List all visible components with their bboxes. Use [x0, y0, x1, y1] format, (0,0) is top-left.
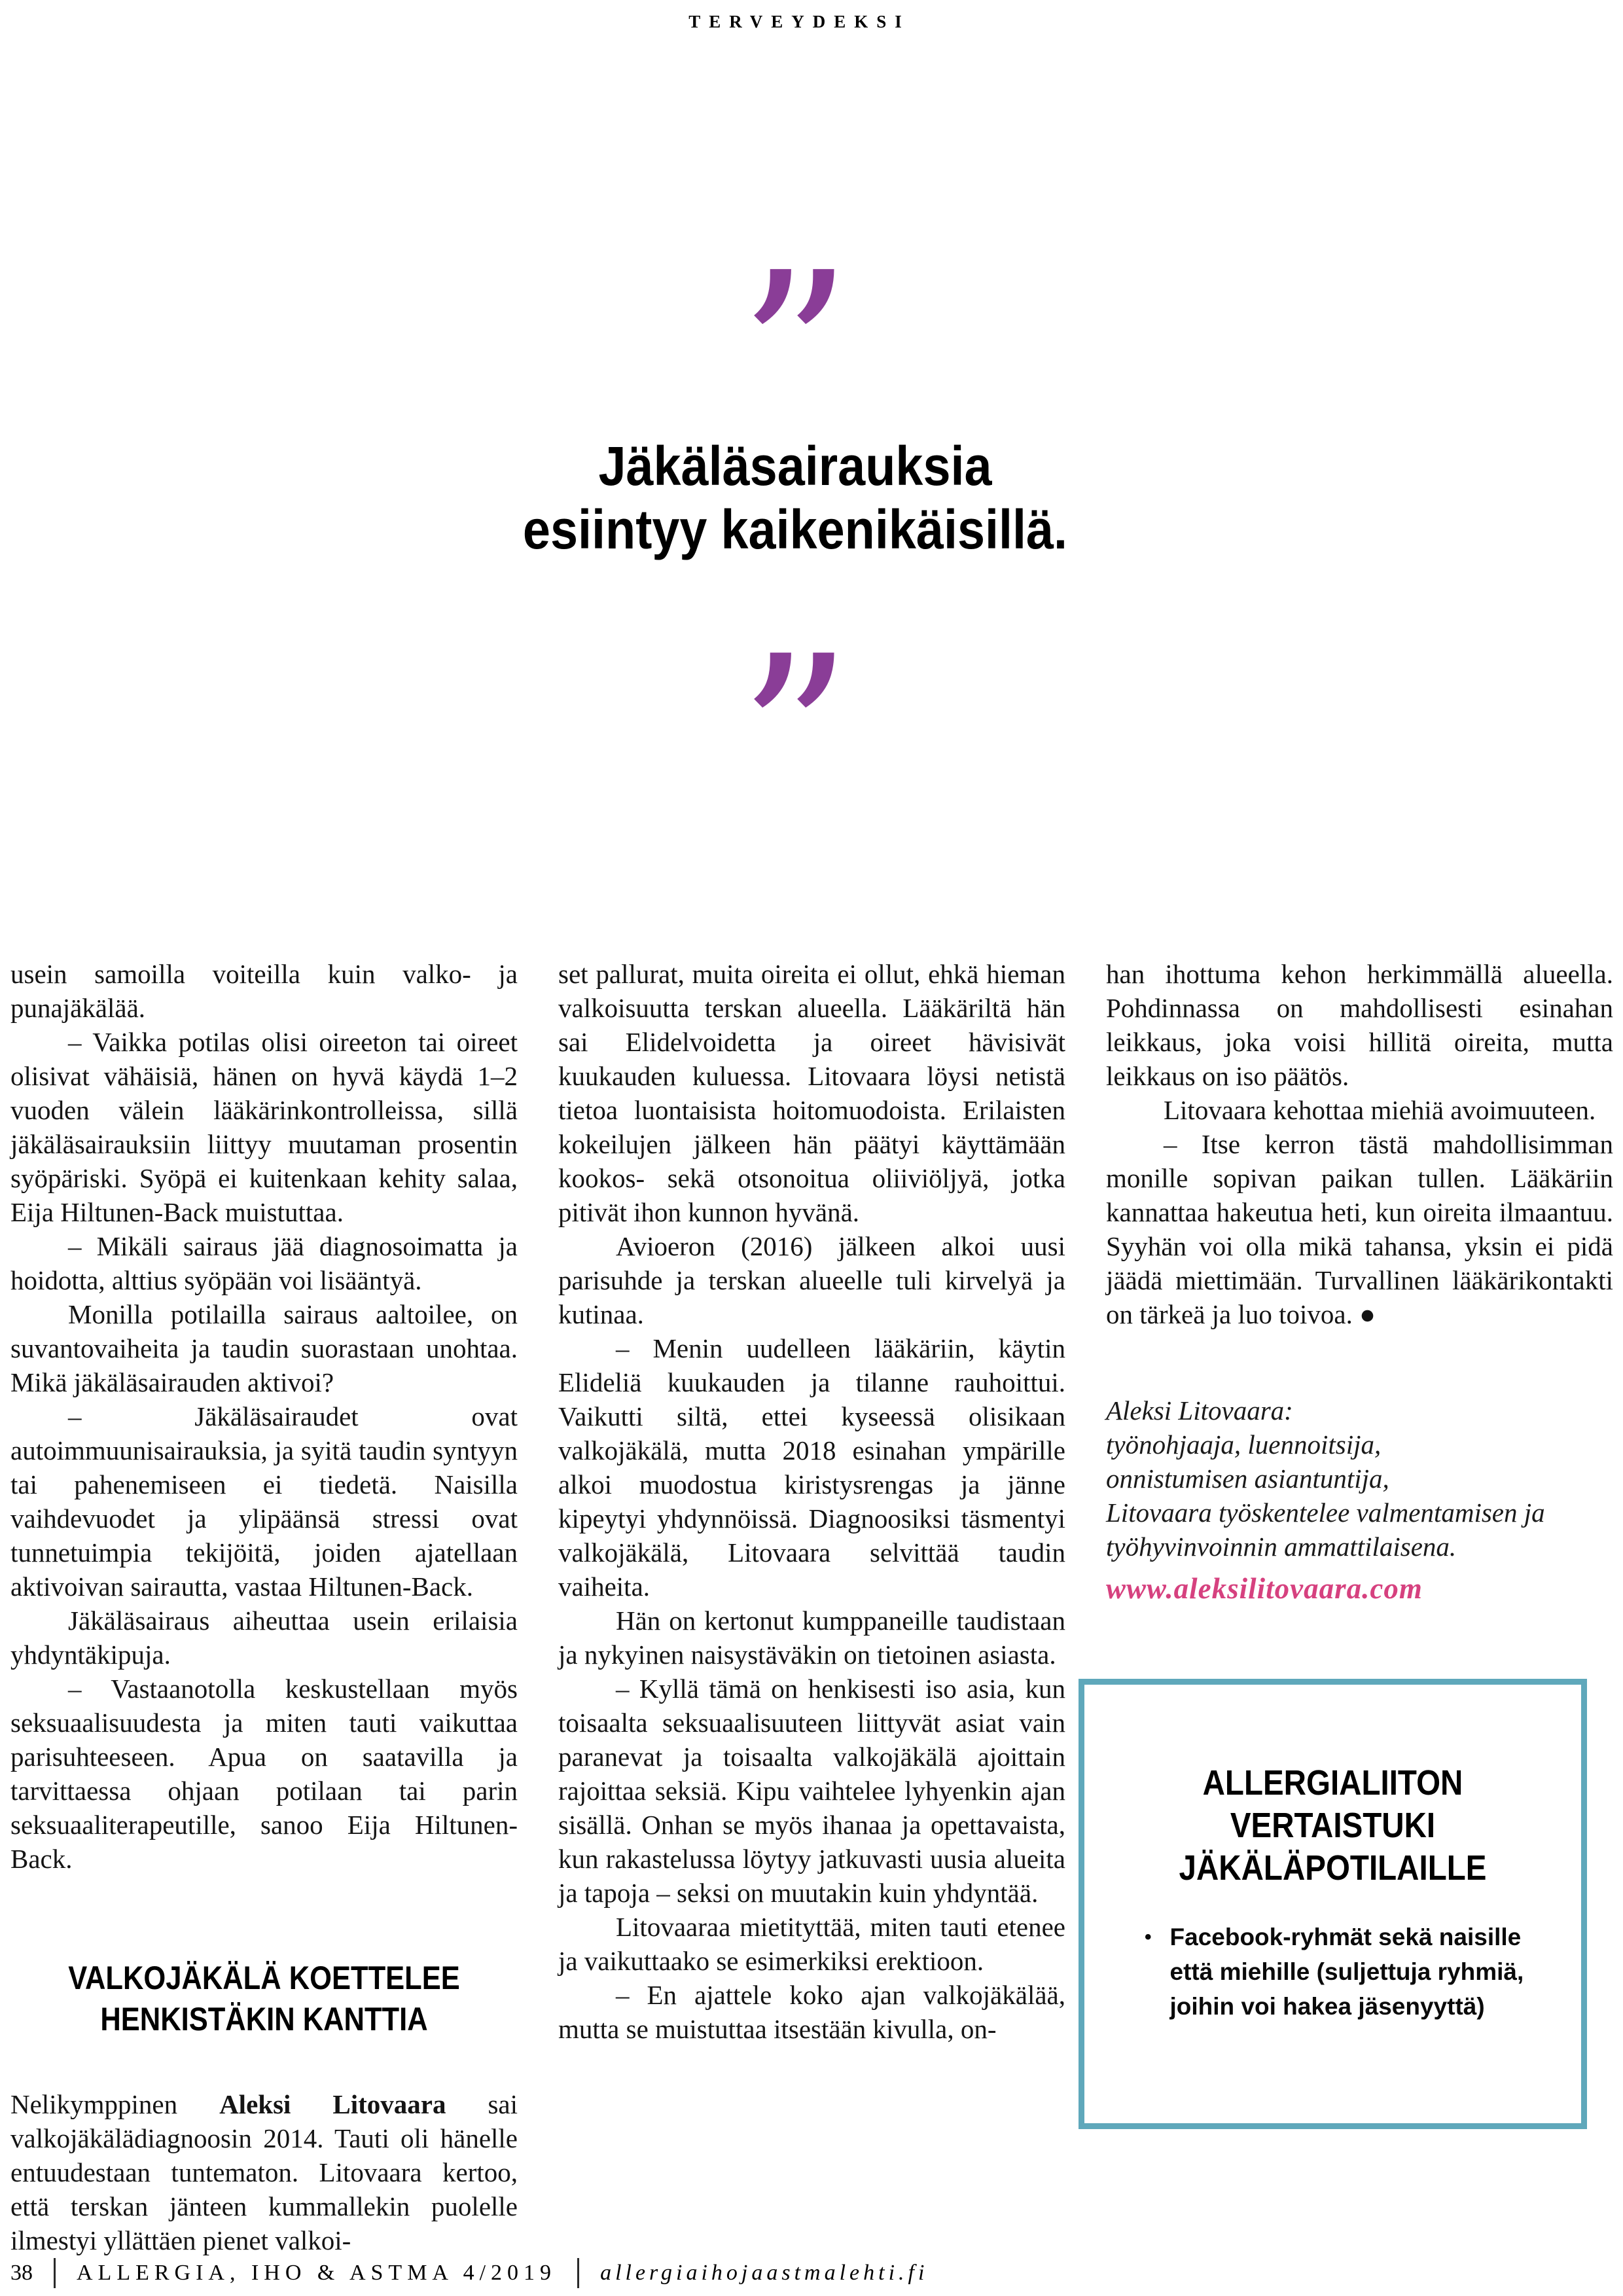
body-paragraph: set pallurat, muita oireita ei ollut, ehkä hieman valkoisuutta terskan alueella. Lääkäriltä hän sai Elidelvoidetta ja oireet hävisivät kuukauden kuluessa. Litovaara löysi netistä tietoa luontaisista hoitomuodoista. Erilaisten kokeilujen jälkeen hän päätyi käyttämään kookos- sekä otsonoitua oliiviöljyä, jotka pitivät ihon kunnon hyvänä.	[558, 959, 1065, 1227]
quote-mark-top-icon: ”	[738, 225, 852, 484]
infobox-title-line: ALLERGIALIITON	[1202, 1763, 1463, 1803]
author-bio-line: onnistumisen asiantuntija,	[1106, 1463, 1389, 1494]
body-paragraph: Avioeron (2016) jälkeen alkoi uusi parisuhde ja terskan alueelle tuli kirvelyä ja kutinaa.	[558, 1231, 1065, 1329]
author-bio	[1106, 1393, 1613, 1564]
body-paragraph: – Jäkäläsairaudet ovat autoimmuunisairauksia, ja syitä taudin syntyyn tai pahenemiseen ei tiedetä. Naisilla vaihdevuodet ja ylipäänsä stressi ovat tunnetuimpia tekijöitä, joiden ajatellaan aktivoivan sairautta, vastaa Hiltunen-Back.	[10, 1401, 518, 1602]
body-paragraph: – Vaikka potilas olisi oireeton tai oireet olisivat vähäisiä, hänen on hyvä käydä 1–2 vuoden välein lääkärinkontrolleissa, sillä jäkäläsairauksiin liittyy muutaman prosentin syöpäriski. Syöpä ei kuitenkaan kehity salaa, Eija Hiltunen-Back muistuttaa.	[10, 1027, 518, 1227]
page-footer	[10, 2258, 1613, 2288]
body-paragraph: Hän on kertonut kumppaneille taudistaan ja nykyinen naisystäväkin on tietoinen asiasta.	[558, 1605, 1065, 1670]
infobox-bullet-text: Facebook-ryhmät sekä naisille että miehille (suljettuja ryhmiä, joihin voi hakea jäsenyyttä)	[1169, 1924, 1524, 2020]
bullet-icon: •	[1145, 1926, 1152, 1948]
article-column-1	[10, 957, 518, 2257]
page-number: 38	[10, 2261, 33, 2285]
peer-support-infobox	[1079, 1679, 1587, 2129]
column-subheading: VALKOJÄKÄLÄ KOETTELEE HENKISTÄKIN KANTTIA	[68, 1960, 460, 2037]
body-paragraph: – Menin uudelleen lääkäriin, käytin Elideliä kuukauden ja tilanne rauhoittui. Vaikutti siltä, ettei kyseessä olisikaan valkojäkälä, mutta 2018 esinahan ympärille alkoi muodostua kiristysrengas ja jänne kipeytyi yhdynnöissä. Diagnoosiksi täsmentyi valkojäkälä, Litovaara selvittää taudin vaiheita.	[558, 1333, 1065, 1602]
quote-mark-bottom-icon: ”	[738, 609, 852, 868]
body-paragraph: – Mikäli sairaus jää diagnosoimatta ja hoidotta, alttius syöpään voi lisääntyä.	[10, 1231, 518, 1295]
body-paragraph: Litovaara kehottaa miehiä avoimuuteen.	[1164, 1095, 1596, 1125]
author-website-link[interactable]: www.aleksilitovaara.com	[1106, 1572, 1423, 1605]
author-bio-line: Aleksi Litovaara:	[1106, 1395, 1293, 1426]
article-column-3	[1106, 957, 1613, 2257]
pull-quote-line-2: esiintyy kaikenikäisillä.	[522, 499, 1068, 560]
body-paragraph: Monilla potilailla sairaus aaltoilee, on suvantovaiheita ja taudin suorastaan unohtaa. Mikä jäkäläsairauden aktivoi?	[10, 1299, 518, 1397]
article-column-2	[558, 957, 1065, 2257]
body-paragraph: usein samoilla voiteilla kuin valko- ja punajäkälää.	[10, 959, 518, 1023]
pull-quote-text	[80, 435, 1511, 562]
body-paragraph: – Itse kerron tästä mahdollisimman monille sopivan paikan tullen. Lääkäriin kannattaa hakeutua heti, kun oireita ilmaantuu. Syyhän voi olla mikä tahansa, yksin ei pidä jäädä miettimään. Turvallinen lääkärikontakti on tärkeä ja luo toivoa. ●	[1106, 1129, 1613, 1329]
infobox-title-line: VERTAISTUKI	[1230, 1806, 1436, 1845]
infobox-title-line: JÄKÄLÄPOTILAILLE	[1179, 1848, 1487, 1888]
author-bio-line: Litovaara työskentelee valmentamisen ja	[1106, 1498, 1545, 1528]
body-paragraph: Nelikymppinen Aleksi Litovaara sai valkojäkälädiagnoosin 2014. Tauti oli hänelle entuudestaan tuntematon. Litovaara kertoo, että terskan jänteen kummallekin puolelle ilmestyi yllättäen pienet valkoi-	[10, 2089, 518, 2255]
body-paragraph: – En ajattele koko ajan valkojäkälää, mutta se muistuttaa itsestään kivulla, on-	[558, 1980, 1065, 2044]
infobox-title	[1132, 1762, 1534, 1890]
author-bio-line: työnohjaaja, luennoitsija,	[1106, 1429, 1382, 1460]
body-paragraph: – Kyllä tämä on henkisesti iso asia, kun toisaalta seksuaalisuuteen liittyvät asiat vain paranevat ja toisaalta valkojäkälä ajoittain rajoittaa seksiä. Kipu vaihtelee lyhyenkin ajan sisällä. Onhan se myös ihanaa ja opettavaista, kun rakastelussa löytyy jatkuvasti uusia alueita ja tapoja – seksi on muutakin kuin yhdyntää.	[558, 1674, 1065, 1908]
body-paragraph: – Vastaanotolla keskustellaan myös seksuaalisuudesta ja miten tauti vaikuttaa parisuhteeseen. Apua on saatavilla ja tarvittaessa ohjaan potilaan tai parin seksuaaliterapeutille, sanoo Eija Hiltunen-Back.	[10, 1674, 518, 1874]
body-paragraph: han ihottuma kehon herkimmällä alueella. Pohdinnassa on mahdollisesti esinahan leikkaus, joka voisi hillitä oireita, mutta leikkaus on iso päätös.	[1106, 959, 1613, 1091]
author-bio-line: työhyvinvoinnin ammattilaisena.	[1106, 1532, 1457, 1562]
article-body	[10, 957, 1613, 2257]
body-paragraph: Litovaaraa mietityttää, miten tauti etenee ja vaikuttaako se esimerkiksi erektioon.	[558, 1912, 1065, 1976]
magazine-title: ALLERGIA, IHO & ASTMA 4/2019	[77, 2261, 557, 2285]
body-paragraph: Jäkäläsairaus aiheuttaa usein erilaisia yhdyntäkipuja.	[10, 1605, 518, 1670]
section-label: TERVEYDEKSI	[688, 12, 910, 31]
article-column-3-paragraphs	[1106, 957, 1613, 1331]
infobox-bullet-item	[1145, 1920, 1550, 2024]
pull-quote-line-1: Jäkäläsairauksia	[598, 435, 992, 497]
footer-separator	[577, 2258, 579, 2288]
footer-separator	[54, 2258, 56, 2288]
magazine-website: allergiaihojaastmalehti.fi	[600, 2261, 929, 2285]
